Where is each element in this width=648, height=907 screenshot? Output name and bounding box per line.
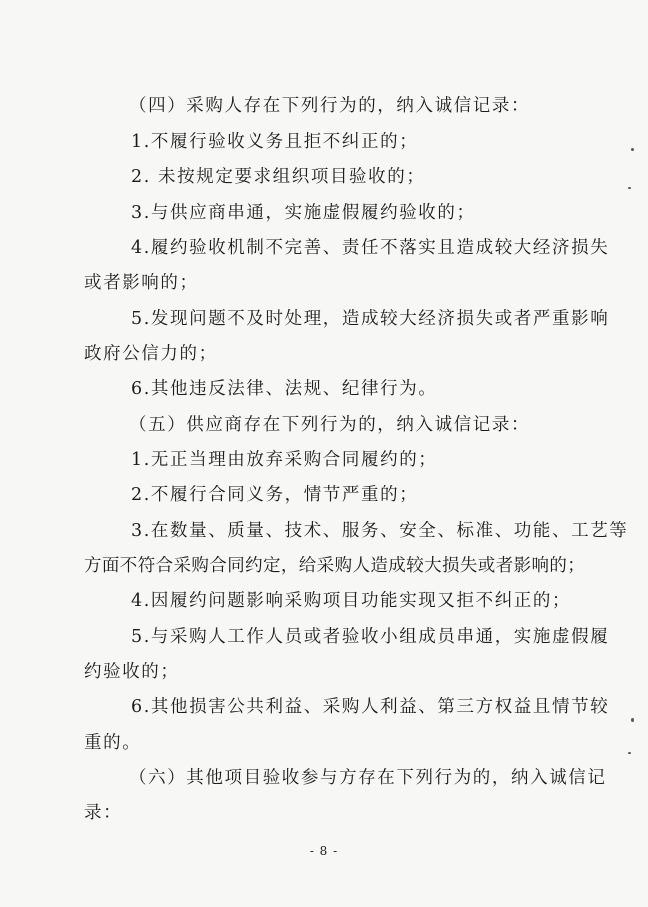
list-item: 2. 未按规定要求组织项目验收的； (131, 167, 426, 187)
section-heading-6: （六）其他项目验收参与方存在下列行为的，纳入诚信记 (129, 768, 607, 788)
list-item-continuation: 约验收的； (84, 662, 180, 682)
list-item-continuation: 重的。 (84, 733, 142, 753)
list-item: 4.因履约问题影响采购项目功能实现又拒不纠正的； (131, 591, 572, 611)
scan-speck (628, 752, 631, 754)
scan-speck (628, 187, 631, 189)
list-item: 5.与采购人工作人员或者验收小组成员串通，实施虚假履 (131, 627, 610, 647)
list-item-continuation: 方面不符合采购合同约定，给采购人造成较大损失或者影响的； (84, 556, 586, 576)
section-heading-4: （四）采购人存在下列行为的，纳入诚信记录： (129, 96, 531, 116)
list-item: 3.在数量、质量、技术、服务、安全、标准、功能、工艺等 (131, 521, 629, 541)
list-item-continuation: 政府公信力的； (84, 344, 218, 364)
list-item: 6.其他违反法律、法规、纪律行为。 (131, 379, 438, 399)
scan-speck (631, 718, 634, 722)
list-item: 2.不履行合同义务，情节严重的； (131, 485, 419, 505)
scan-speck (631, 148, 634, 151)
section-heading-5: （五）供应商存在下列行为的，纳入诚信记录： (129, 415, 531, 435)
list-item: 6.其他损害公共利益、采购人利益、第三方权益且情节较 (131, 697, 610, 717)
list-item: 1.不履行验收义务且拒不纠正的； (131, 132, 419, 152)
list-item: 5.发现问题不及时处理，造成较大经济损失或者严重影响 (131, 309, 610, 329)
list-item: 1.无正当理由放弃采购合同履约的； (131, 450, 438, 470)
list-item-continuation: 录： (84, 803, 123, 823)
page-number: - 8 - (309, 844, 339, 858)
list-item: 3.与供应商串通，实施虚假履约验收的； (131, 203, 476, 223)
list-item: 4.履约验收机制不完善、责任不落实且造成较大经济损失 (131, 238, 610, 258)
list-item-continuation: 或者影响的； (84, 273, 199, 293)
